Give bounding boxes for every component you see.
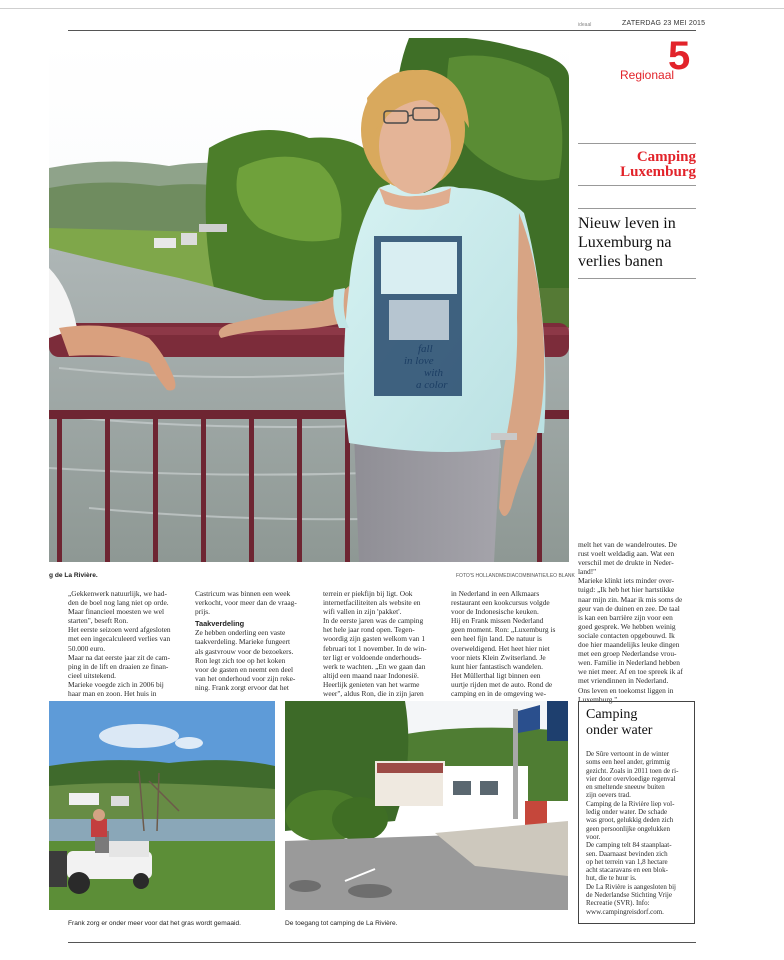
- main-photo-caption: g de La Rivière.: [49, 572, 98, 579]
- kicker-line-2: Luxemburg: [620, 164, 696, 180]
- sidebar-line: ledig onder water. De schade: [586, 808, 668, 817]
- col5-line: sociale contacten opgebouwd. Ik: [578, 630, 675, 640]
- col5-line: is kan een barrière zijn voor een: [578, 612, 673, 622]
- sidebar-line: De Sûre vertoont in de winter: [586, 750, 670, 758]
- col2-line: voor de gasten en neemt een deel: [195, 664, 294, 674]
- col5-line: Marieke klinkt iets minder over-: [578, 576, 674, 586]
- sidebar-line: Recreatie (SVR). Info:: [586, 899, 650, 908]
- col3-line: werk te wachten. „En we gaan dan: [323, 661, 426, 671]
- sidebar-line: was groot, gelukkig deden zich: [586, 816, 674, 825]
- col1-line: Het eerste seizoen werd afgesloten: [68, 625, 171, 635]
- col5-line: geur van de duinen en zee. De taal: [578, 603, 680, 613]
- shirt-text-1: fall: [418, 343, 433, 355]
- col3-line: internetfaciliteiten als website en: [323, 598, 421, 608]
- main-photo: [49, 38, 569, 562]
- col4-line: uurtje rijden met de auto. Rond de: [451, 679, 553, 689]
- col4-line: geen moment. Ron: „Luxemburg is: [451, 625, 556, 635]
- col5-line: Luxemburg.": [578, 694, 618, 704]
- col5-line: rust voelt weldadig aan. Wat een: [578, 549, 675, 559]
- col5-line: land!": [578, 567, 597, 577]
- col4-line: in Nederland in een Alkmaars: [451, 589, 540, 598]
- photo-entrance: [285, 701, 568, 910]
- sidebar-box: [578, 701, 695, 924]
- col4-line: camping en in de omgeving we-: [451, 689, 547, 699]
- col3-line: woordig zijn gasten welkom van 1: [323, 634, 426, 644]
- sidebar-line: zijn oevers trad.: [586, 791, 631, 800]
- sidebar-line: vier door overvloedige regenval: [586, 774, 676, 783]
- sidebar-line: hut, die te huur is.: [586, 874, 637, 883]
- col5-line: we niet meer. Af en toe spreek ik af: [578, 667, 683, 677]
- sidebar-title: [586, 707, 652, 739]
- col2-line: prijs.: [195, 607, 210, 617]
- sidebar-line: Camping de la Rivière liep vol-: [586, 799, 675, 808]
- col3-line: In de eerste jaren was de camping: [323, 616, 424, 626]
- headline-line-2: Luxemburg na: [578, 234, 672, 251]
- page-number: 5: [668, 34, 691, 78]
- col4-line: overweldigend. Het heet hier niet: [451, 643, 550, 653]
- col1-line: 50.000 euro.: [68, 643, 106, 653]
- col1-line: Maar na dat eerste jaar zit de cam-: [68, 652, 170, 662]
- col3-line: wifi vallen in zijn 'pakket'.: [323, 607, 402, 617]
- sidebar-line: gezicht. Zoals in 2011 toen de ri-: [586, 766, 679, 775]
- col3-line: Heerlijk genieten van het warme: [323, 679, 420, 689]
- sidebar-line: op het terrein van 1,8 hectare: [586, 857, 668, 866]
- article-col-5: [578, 540, 698, 704]
- col2-line: taakverdeling. Marieke fungeert: [195, 637, 291, 647]
- col2-line: verkocht, voor meer dan de vraag-: [195, 598, 297, 608]
- photo-credit: FOTO'S HOLLANDMEDIACOMBINATIE/LEO BLANK: [456, 573, 575, 579]
- sidebar-title-line-2: onder water: [586, 723, 653, 738]
- col3-line: ter ligt er voldoende onderhouds-: [323, 652, 422, 662]
- headline-line-1: Nieuw leven in: [578, 215, 676, 232]
- subhead-taakverdeling: Taakverdeling: [195, 619, 245, 629]
- col2-line: Ze hebben onderling een vaste: [195, 628, 286, 638]
- sidebar-line: geen persoonlijke ongelukken: [586, 824, 670, 833]
- col5-line: naar mijn zin. Maar ik mis soms de: [578, 594, 683, 604]
- article-col-3: [323, 589, 441, 698]
- col5-line: Ons leven en toekomst liggen in: [578, 685, 674, 695]
- col5-line: goed gesprek. We hebben weinig: [578, 621, 676, 631]
- col3-line: terrein er piekfijn bij ligt. Ook: [323, 589, 413, 598]
- col1-line: haar man en zoon. Het huis in: [68, 689, 157, 699]
- sidebar-line: en smeltende sneeuw buiten: [586, 783, 665, 792]
- sidebar-line: De La Rivière is aangesloten bij: [586, 882, 676, 891]
- col1-line: starten", beseft Ron.: [68, 616, 129, 626]
- shirt-text-2: in love: [404, 355, 434, 367]
- col5-line: met een groep Nederlandse vrou-: [578, 649, 677, 659]
- col5-line: doe hier maandelijks leuke dingen: [578, 640, 680, 650]
- sidebar-line: voor.: [586, 832, 601, 841]
- kicker-line-1: Camping: [636, 149, 696, 165]
- col5-line: met vriendinnen in Nederland.: [578, 676, 669, 686]
- headline: [578, 214, 676, 271]
- col3-line: altijd een maand naar Indonesië.: [323, 670, 419, 680]
- left-photo-caption: Frank zorg er onder meer voor dat het gras wordt gemaaid.: [68, 920, 241, 927]
- sidebar-body: [586, 750, 692, 916]
- col1-line: cieel uitstekend.: [68, 670, 117, 680]
- col5-line: verschil met de drukte in Neder-: [578, 558, 674, 568]
- shirt-text-4: a color: [416, 379, 448, 391]
- col5-line: tuigd: „Ik heb het hier hartstikke: [578, 585, 675, 595]
- col1-line: Maar financieel moesten we wel: [68, 607, 165, 617]
- col1-line: ping in de lift en draaien ze finan-: [68, 661, 169, 671]
- middle-photo-caption: De toegang tot camping de La Rivière.: [285, 920, 398, 927]
- section-label: Regionaal: [620, 68, 675, 82]
- sidebar-title-line-1: Camping: [586, 707, 638, 722]
- col3-line: weer", aldus Ron, die in zijn jaren: [323, 689, 424, 699]
- col2-line: ning. Frank zorgt ervoor dat het: [195, 682, 289, 692]
- headline-line-3: verlies banen: [578, 253, 663, 270]
- col2-line: Castricum was binnen een week: [195, 589, 291, 598]
- col1-line: Marieke voegde zich in 2006 bij: [68, 679, 164, 689]
- sidebar-line: soms een heel ander, grimmig: [586, 758, 670, 767]
- col4-line: een heel fijn land. De natuur is: [451, 634, 542, 644]
- col1-line: met een ingecalculeerd verlies van: [68, 634, 171, 644]
- col4-line: restaurant een kookcursus volgde: [451, 598, 550, 608]
- article-col-1: [68, 589, 186, 698]
- col4-line: kunt hier fantastisch wandelen.: [451, 661, 543, 671]
- sidebar-line: de Nederlandse Stichting Vrije: [586, 891, 672, 900]
- article-col-4: [451, 589, 569, 698]
- col1-line: „Gekkenwerk natuurlijk, we had-: [68, 589, 167, 598]
- header-small-label: ideaal: [578, 22, 592, 28]
- article-col-2: [195, 589, 313, 692]
- sidebar-line: www.campingreisdorf.com.: [586, 907, 664, 916]
- col2-line: als gastvrouw voor de bezoekers.: [195, 646, 294, 656]
- col2-line: Ron legt zich toe op het koken: [195, 655, 286, 665]
- col1-line: den de boel nog lang niet op orde.: [68, 598, 169, 608]
- sidebar-line: sen. Daarnaast bevinden zich: [586, 849, 668, 858]
- sidebar-line: acht stacaravans en een blok-: [586, 866, 669, 875]
- shirt-text-3: with: [424, 367, 443, 379]
- col4-line: voor niets Klein Zwitserland. Je: [451, 652, 546, 662]
- col5-line: wen. Familie in Nederland hebben: [578, 658, 681, 668]
- shirt-print-text: [404, 343, 447, 391]
- col4-line: Het Müllerthal ligt binnen een: [451, 670, 541, 680]
- photo-mower: [49, 701, 275, 910]
- sidebar-line: De camping telt 84 staanplaat-: [586, 841, 672, 850]
- col4-line: Hij en Frank missen Nederland: [451, 616, 544, 626]
- kicker: [578, 150, 696, 180]
- col4-line: voor de Indonesische keuken.: [451, 607, 539, 617]
- col3-line: het hele jaar rond open. Tegen-: [323, 625, 415, 635]
- col2-line: van het onderhoud voor zijn reke-: [195, 673, 296, 683]
- col5-line: melt het van de wandelroutes. De: [578, 540, 677, 549]
- col3-line: februari tot 1 november. In de win-: [323, 643, 427, 653]
- header-date: ZATERDAG 23 MEI 2015: [622, 20, 706, 27]
